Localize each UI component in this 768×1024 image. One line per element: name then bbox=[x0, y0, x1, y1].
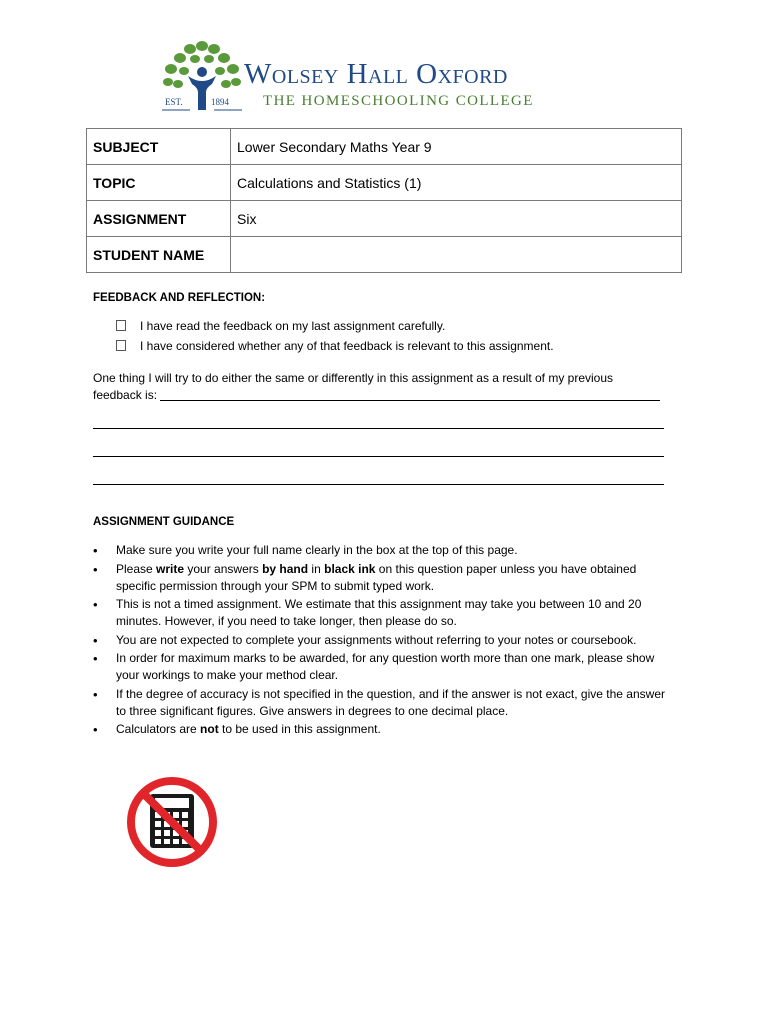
checkbox-label: I have considered whether any of that feedback is relevant to this assignment. bbox=[140, 339, 554, 353]
list-item bbox=[93, 542, 678, 559]
guidance-text: This is not a timed assignment. We estimate that this assignment may take you between 10 and 20 minutes. However, if you need to take longer, then please do so. bbox=[116, 597, 642, 628]
feedback-prompt-line2: feedback is: bbox=[93, 388, 158, 402]
guidance-text: Please bbox=[116, 561, 157, 576]
assignment-label: ASSIGNMENT bbox=[87, 201, 231, 237]
guidance-text: You are not expected to complete your assignments without referring to your notes or coursebook. bbox=[116, 632, 637, 647]
feedback-prompt-line1: One thing I will try to do either the same or differently in this assignment as a result of my previous bbox=[93, 371, 614, 385]
feedback-answer-line[interactable] bbox=[160, 388, 660, 401]
guidance-text: in bbox=[308, 561, 325, 576]
list-item bbox=[93, 686, 678, 720]
checkbox-label: I have read the feedback on my last assignment carefully. bbox=[140, 319, 446, 333]
table-row bbox=[87, 237, 682, 273]
table-row bbox=[87, 129, 682, 165]
logo-tagline: THE HOMESCHOOLING COLLEGE bbox=[263, 93, 534, 109]
guidance-text: Make sure you write your full name clearly in the box at the top of this page. bbox=[116, 543, 518, 557]
guidance-text: on this question paper unless you have obtained specific permission through your SPM to submit typed work. bbox=[116, 561, 637, 593]
guidance-emphasis: write bbox=[156, 561, 185, 576]
feedback-answer-line[interactable] bbox=[93, 456, 664, 457]
feedback-checkbox-item bbox=[116, 339, 554, 353]
guidance-title: ASSIGNMENT GUIDANCE bbox=[93, 516, 235, 528]
feedback-title: FEEDBACK AND REFLECTION: bbox=[93, 292, 266, 304]
guidance-text: to be used in this assignment. bbox=[218, 722, 381, 736]
list-item bbox=[93, 632, 678, 649]
guidance-text: Calculators are bbox=[116, 722, 201, 736]
guidance-list bbox=[93, 542, 678, 740]
list-item bbox=[93, 596, 678, 630]
subject-value: Lower Secondary Maths Year 9 bbox=[231, 129, 682, 165]
list-item bbox=[93, 650, 678, 684]
checkbox[interactable] bbox=[116, 340, 126, 351]
logo-year: 1894 bbox=[211, 97, 229, 107]
feedback-prompt bbox=[93, 370, 668, 404]
guidance-text: If the degree of accuracy is not specified in the question, and if the answer is not exact, give the answer to three significant figures. Give answers in degrees to one decimal place. bbox=[116, 686, 665, 718]
guidance-text: In order for maximum marks to be awarded, for any question worth more than one mark, please show your workings to make your method clear. bbox=[116, 651, 655, 682]
guidance-text: your answers bbox=[184, 561, 263, 576]
feedback-answer-line[interactable] bbox=[93, 484, 664, 485]
student-name-label: STUDENT NAME bbox=[87, 237, 231, 273]
no-calculator-icon bbox=[124, 776, 220, 868]
logo-name: Wolsey Hall Oxford bbox=[244, 58, 508, 90]
assignment-info-table bbox=[86, 128, 682, 273]
topic-value: Calculations and Statistics (1) bbox=[231, 165, 682, 201]
checkbox[interactable] bbox=[116, 320, 126, 331]
list-item bbox=[93, 561, 678, 595]
subject-label: SUBJECT bbox=[87, 129, 231, 165]
student-name-field[interactable] bbox=[231, 237, 682, 273]
assignment-value: Six bbox=[231, 201, 682, 237]
college-logo bbox=[162, 40, 612, 115]
feedback-answer-line[interactable] bbox=[93, 428, 664, 429]
guidance-emphasis: by hand bbox=[262, 561, 309, 576]
list-item bbox=[93, 721, 678, 738]
guidance-emphasis: not bbox=[200, 722, 219, 736]
logo-est: EST. bbox=[165, 97, 183, 107]
guidance-emphasis: black ink bbox=[324, 561, 376, 576]
feedback-checkbox-item bbox=[116, 319, 445, 333]
topic-label: TOPIC bbox=[87, 165, 231, 201]
table-row bbox=[87, 165, 682, 201]
table-row bbox=[87, 201, 682, 237]
